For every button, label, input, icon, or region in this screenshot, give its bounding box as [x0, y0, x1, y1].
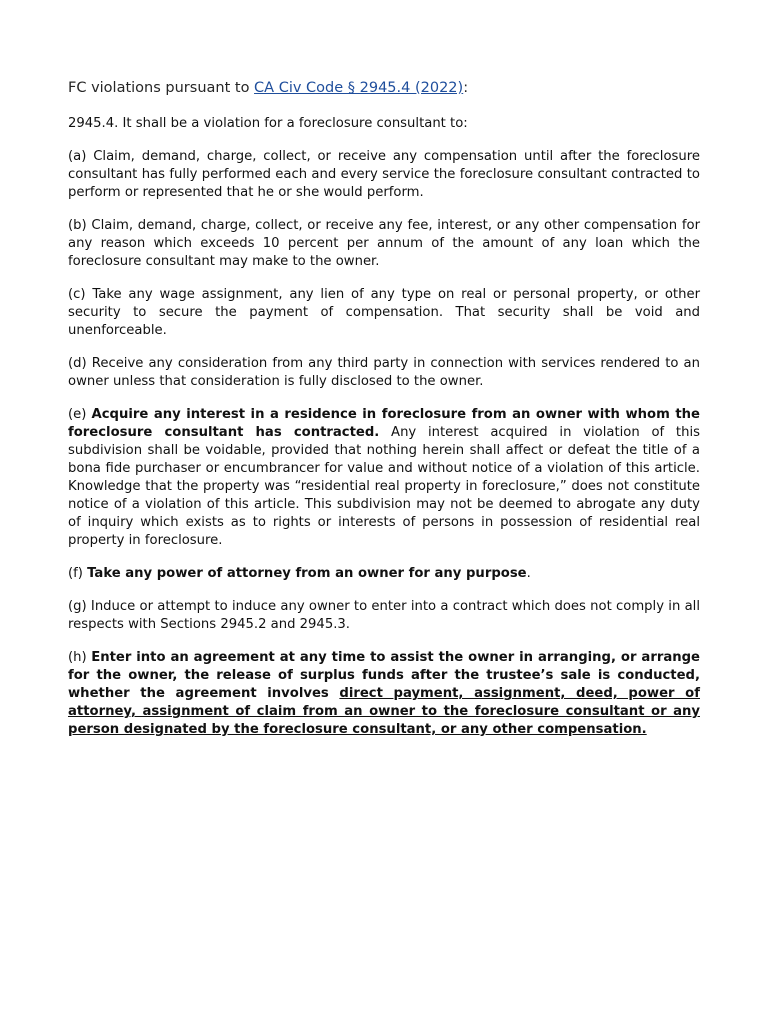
heading-suffix: : — [463, 80, 469, 96]
paragraph-d: (d) Receive any consideration from any third party in connection with services rendered to an owner unless that consideration is fully disclosed to the owner. — [68, 356, 700, 389]
paragraph-h-bold: Enter into an agreement at any time to assist the owner in arranging, or arrange for the owner, the release of surplus funds after the trustee’s sale is conducted, whether the agreement involves — [68, 650, 700, 701]
paragraph-f-bold: Take any power of attorney from an owner for any purpose — [87, 566, 527, 581]
paragraph-e-bold: Acquire any interest in a residence in foreclosure from an owner with whom the foreclosure consultant has contracted. — [68, 407, 700, 440]
paragraph-f-label: (f) — [68, 566, 88, 581]
paragraph-f-rest: . — [526, 566, 531, 581]
paragraph-h — [68, 649, 700, 739]
paragraph-a: (a) Claim, demand, charge, collect, or receive any compensation until after the foreclosure consultant has fully performed each and every service the foreclosure consultant contracted to perform or represented that he or she would perform. — [68, 149, 700, 200]
paragraph-e-label: (e) — [68, 407, 92, 422]
paragraph-e — [68, 406, 700, 550]
paragraph-b: (b) Claim, demand, charge, collect, or receive any fee, interest, or any other compensation for any reason which exceeds 10 percent per annum of the amount of any loan which the foreclosure consultant may make to the owner. — [68, 218, 700, 269]
page-heading — [68, 78, 700, 98]
paragraph-e-rest: Any interest acquired in violation of this subdivision shall be voidable, provided that nothing herein shall affect or defeat the title of a bona fide purchaser or encumbrancer for value and without notice of a violation of this article. Knowledge that the property was “residential real property in foreclosure,” does not constitute notice of a violation of this article. This subdivision may not be deemed to abrogate any duty of inquiry which exists as to rights or interests of persons in possession of residential real property in foreclosure. — [68, 425, 700, 548]
heading-prefix: FC violations pursuant to — [68, 80, 255, 96]
paragraph-g: (g) Induce or attempt to induce any owner to enter into a contract which does not comply in all respects with Sections 2945.2 and 2945.3. — [68, 599, 700, 632]
intro-paragraph: 2945.4. It shall be a violation for a foreclosure consultant to: — [68, 116, 468, 131]
paragraph-f — [68, 565, 700, 583]
paragraph-h-bold-underline: direct payment, assignment, deed, power of attorney, assignment of claim from an owner to the foreclosure consultant or any person designated by the foreclosure consultant, or any other compensation. — [68, 686, 700, 737]
paragraph-c: (c) Take any wage assignment, any lien of any type on real or personal property, or other security to secure the payment of compensation. That security shall be void and unenforceable. — [68, 287, 700, 338]
document-page — [68, 78, 700, 754]
civ-code-link[interactable]: CA Civ Code § 2945.4 (2022) — [254, 80, 464, 96]
paragraph-h-label: (h) — [68, 650, 92, 665]
